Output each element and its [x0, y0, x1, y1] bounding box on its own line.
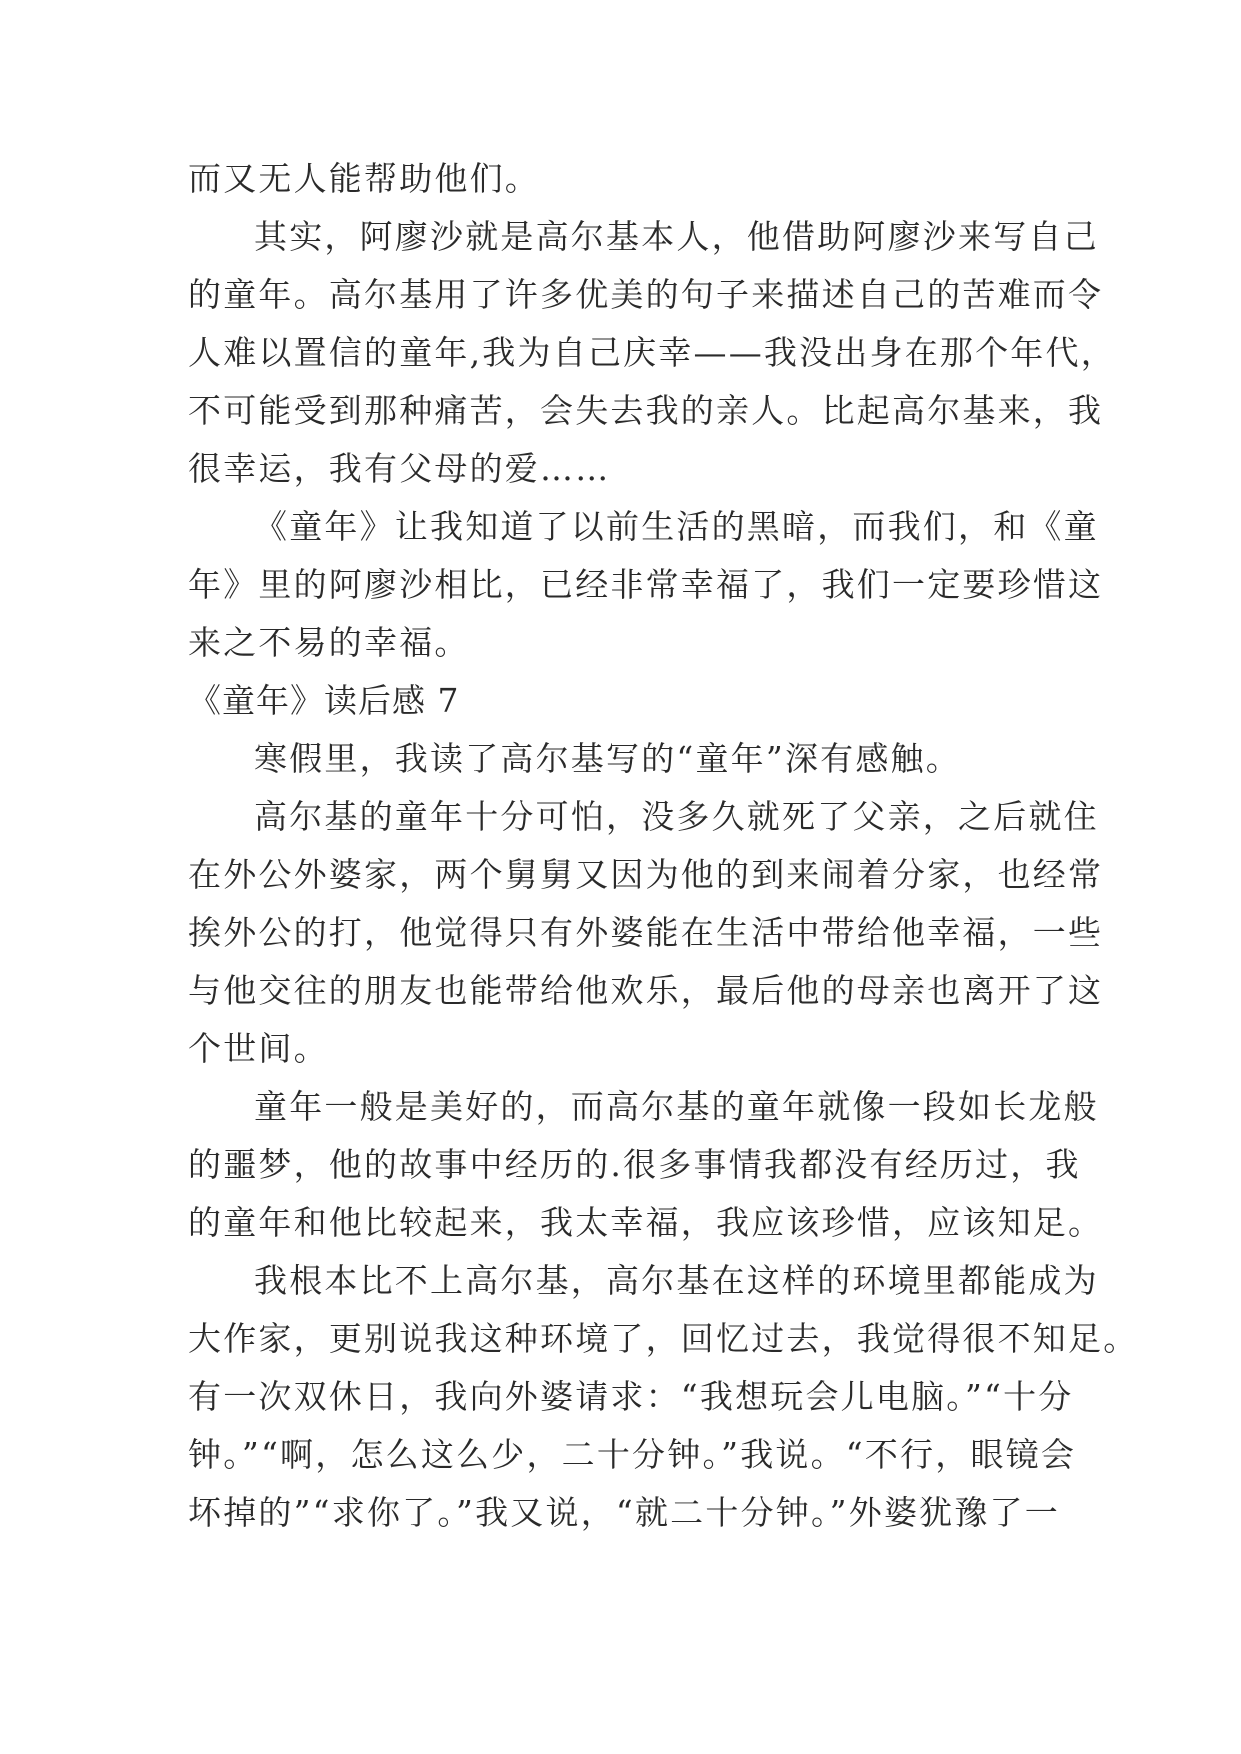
- text-line: 坏掉的”“求你了。”我又说，“就二十分钟。”外婆犹豫了一: [188, 1493, 1060, 1532]
- text-line: 大作家，更别说我这种环境了，回忆过去，我觉得很不知足。: [188, 1319, 1139, 1358]
- text-line: 年》里的阿廖沙相比，已经非常幸福了，我们一定要珍惜这: [188, 565, 1104, 604]
- text-line: 我根本比不上高尔基，高尔基在这样的环境里都能成为: [254, 1261, 1099, 1300]
- text-line: 有一次双休日，我向外婆请求：“我想玩会儿电脑。”“十分: [188, 1377, 1074, 1416]
- text-line: 与他交往的朋友也能带给他欢乐，最后他的母亲也离开了这: [188, 971, 1104, 1010]
- text-line: 《童年》让我知道了以前生活的黑暗，而我们，和《童: [254, 507, 1099, 546]
- text-line: 人难以置信的童年,我为自己庆幸——我没出身在那个年代，: [188, 333, 1116, 372]
- text-line: 个世间。: [188, 1029, 329, 1068]
- text-line: 童年一般是美好的，而高尔基的童年就像一段如长龙般: [254, 1087, 1099, 1126]
- section-heading: 《童年》读后感 7: [188, 681, 460, 720]
- text-line: 挨外公的打，他觉得只有外婆能在生活中带给他幸福，一些: [188, 913, 1104, 952]
- text-line: 寒假里，我读了高尔基写的“童年”深有感触。: [254, 739, 961, 778]
- text-line: 不可能受到那种痛苦，会失去我的亲人。比起高尔基来，我: [188, 391, 1104, 430]
- text-line: 在外公外婆家，两个舅舅又因为他的到来闹着分家，也经常: [188, 855, 1104, 894]
- document-page: [188, 150, 1139, 1542]
- text-line: 而又无人能帮助他们。: [188, 159, 540, 198]
- text-line: 其实，阿廖沙就是高尔基本人，他借助阿廖沙来写自己: [254, 217, 1099, 256]
- text-line: 的噩梦，他的故事中经历的.很多事情我都没有经历过，我: [188, 1145, 1081, 1184]
- text-line: 的童年和他比较起来，我太幸福，我应该珍惜，应该知足。: [188, 1203, 1104, 1242]
- text-line: 钟。”“啊，怎么这么少，二十分钟。”我说。“不行，眼镜会: [188, 1435, 1077, 1474]
- text-line: 很幸运，我有父母的爱……: [188, 449, 611, 488]
- text-line: 来之不易的幸福。: [188, 623, 470, 662]
- text-line: 高尔基的童年十分可怕，没多久就死了父亲，之后就住: [254, 797, 1099, 836]
- text-line: 的童年。高尔基用了许多优美的句子来描述自己的苦难而令: [188, 275, 1104, 314]
